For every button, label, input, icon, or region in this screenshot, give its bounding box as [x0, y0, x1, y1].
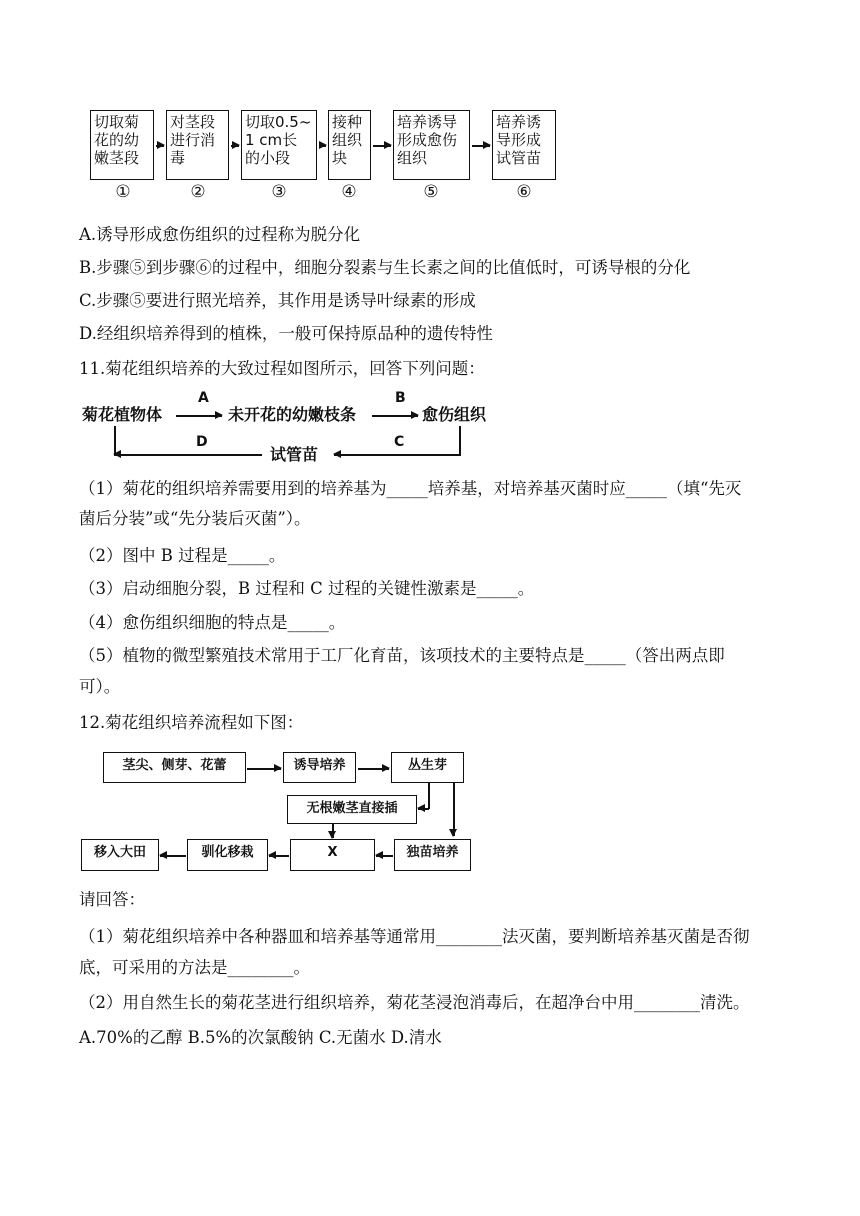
flow-step-box: 对茎段 进行消 毒: [166, 110, 229, 180]
node-plantlet: 试管苗: [270, 445, 319, 464]
flow-step-box: 接种 组织 块: [328, 110, 371, 180]
arrow: [247, 768, 281, 770]
q11-line-2: 菌后分装”或“先分装后灭菌”）。: [79, 509, 311, 528]
label-a: A: [198, 390, 209, 406]
option-b: B.步骤⑤到步骤⑥的过程中，细胞分裂素与生长素之间的比值低时，可诱导根的分化: [79, 258, 691, 277]
arrow-a: [176, 415, 222, 417]
flow-step-box: 切取0.5~ 1 cm长 的小段: [241, 110, 317, 180]
q12-line-5: A.70%的乙醇 B.5%的次氯酸钠 C.无菌水 D.清水: [79, 1028, 442, 1047]
arrow-c: [334, 454, 460, 456]
node-callus: 愈伤组织: [422, 405, 487, 424]
arrow-d: [114, 454, 262, 456]
flow-figure-3: [0, 740, 860, 880]
q11-line-7: 可）。: [79, 677, 121, 696]
arrow: [358, 768, 389, 770]
arrow-down: [453, 783, 455, 836]
connector: [428, 783, 430, 809]
label-b: B: [395, 390, 406, 406]
step-number: ②: [190, 182, 206, 202]
flow-figure-2: [0, 390, 860, 470]
flow-arrow: [319, 145, 326, 147]
box-field: 移入大田: [81, 839, 159, 871]
arrow-b: [372, 415, 418, 417]
flow-figure-1: [0, 0, 860, 215]
step-number: ③: [271, 182, 287, 202]
connector: [459, 426, 461, 456]
box-acclimatize: 驯化移栽: [187, 839, 268, 871]
option-a: A.诱导形成愈伤组织的过程称为脱分化: [79, 225, 361, 244]
question-11-stem: 11.菊花组织培养的大致过程如图所示，回答下列问题：: [79, 359, 485, 378]
arrow: [376, 855, 393, 857]
flow-arrow: [231, 145, 239, 147]
q11-line-5: （4）愈伤组织细胞的特点是_____。: [79, 613, 346, 632]
box-explant: 茎尖、侧芽、花蕾: [103, 752, 246, 783]
arrow-down: [332, 824, 334, 838]
box-induction: 诱导培养: [283, 752, 356, 783]
q12-line-2: （1）菊花组织培养中各种器皿和培养基等通常用________法灭菌，要判断培养基灭菌是否彻: [79, 927, 750, 946]
step-number: ④: [341, 182, 357, 202]
q11-line-3: （2）图中 B 过程是_____。: [79, 546, 286, 565]
label-d: D: [196, 434, 208, 450]
node-branch: 未开花的幼嫩枝条: [228, 405, 357, 424]
arrow: [418, 808, 429, 810]
q12-line-4: （2）用自然生长的菊花茎进行组织培养，菊花茎浸泡消毒后，在超净台中用________清洗。: [79, 993, 750, 1012]
q12-line-1: 请回答：: [79, 890, 145, 909]
option-c: C.步骤⑤要进行照光培养，其作用是诱导叶绿素的形成: [79, 291, 476, 310]
q11-line-6: （5）植物的微型繁殖技术常用于工厂化育苗，该项技术的主要特点是_____（答出两点即: [79, 646, 725, 665]
q11-line-4: （3）启动细胞分裂，B 过程和 C 过程的关键性激素是_____。: [79, 579, 535, 598]
step-number: ⑤: [423, 182, 439, 202]
box-stem-insert: 无根嫩茎直接插: [287, 795, 417, 824]
question-12-stem: 12.菊花组织培养流程如下图：: [79, 713, 304, 732]
arrow: [269, 855, 289, 857]
label-c: C: [394, 434, 405, 450]
flow-arrow: [373, 145, 391, 147]
arrow: [160, 855, 186, 857]
step-number: ⑥: [516, 182, 532, 202]
flow-step-box: 培养诱导 形成愈伤 组织: [393, 110, 470, 180]
box-x: X: [290, 839, 375, 871]
step-number: ①: [115, 182, 131, 202]
option-d: D.经组织培养得到的植株，一般可保持原品种的遗传特性: [79, 324, 493, 343]
flow-arrow: [472, 145, 490, 147]
node-plant: 菊花植物体: [82, 405, 163, 424]
box-cluster-buds: 丛生芽: [391, 752, 464, 783]
q11-line-1: （1）菊花的组织培养需要用到的培养基为_____培养基，对培养基灭菌时应_____（填“先灭: [79, 479, 742, 498]
flow-step-box: 切取菊 花的幼 嫩茎段: [90, 110, 154, 180]
box-single-seedling: 独苗培养: [394, 839, 471, 871]
flow-arrow: [156, 145, 164, 147]
flow-step-box: 培养诱 导形成 试管苗: [492, 110, 556, 180]
q12-line-3: 底，可采用的方法是________。: [79, 958, 310, 977]
